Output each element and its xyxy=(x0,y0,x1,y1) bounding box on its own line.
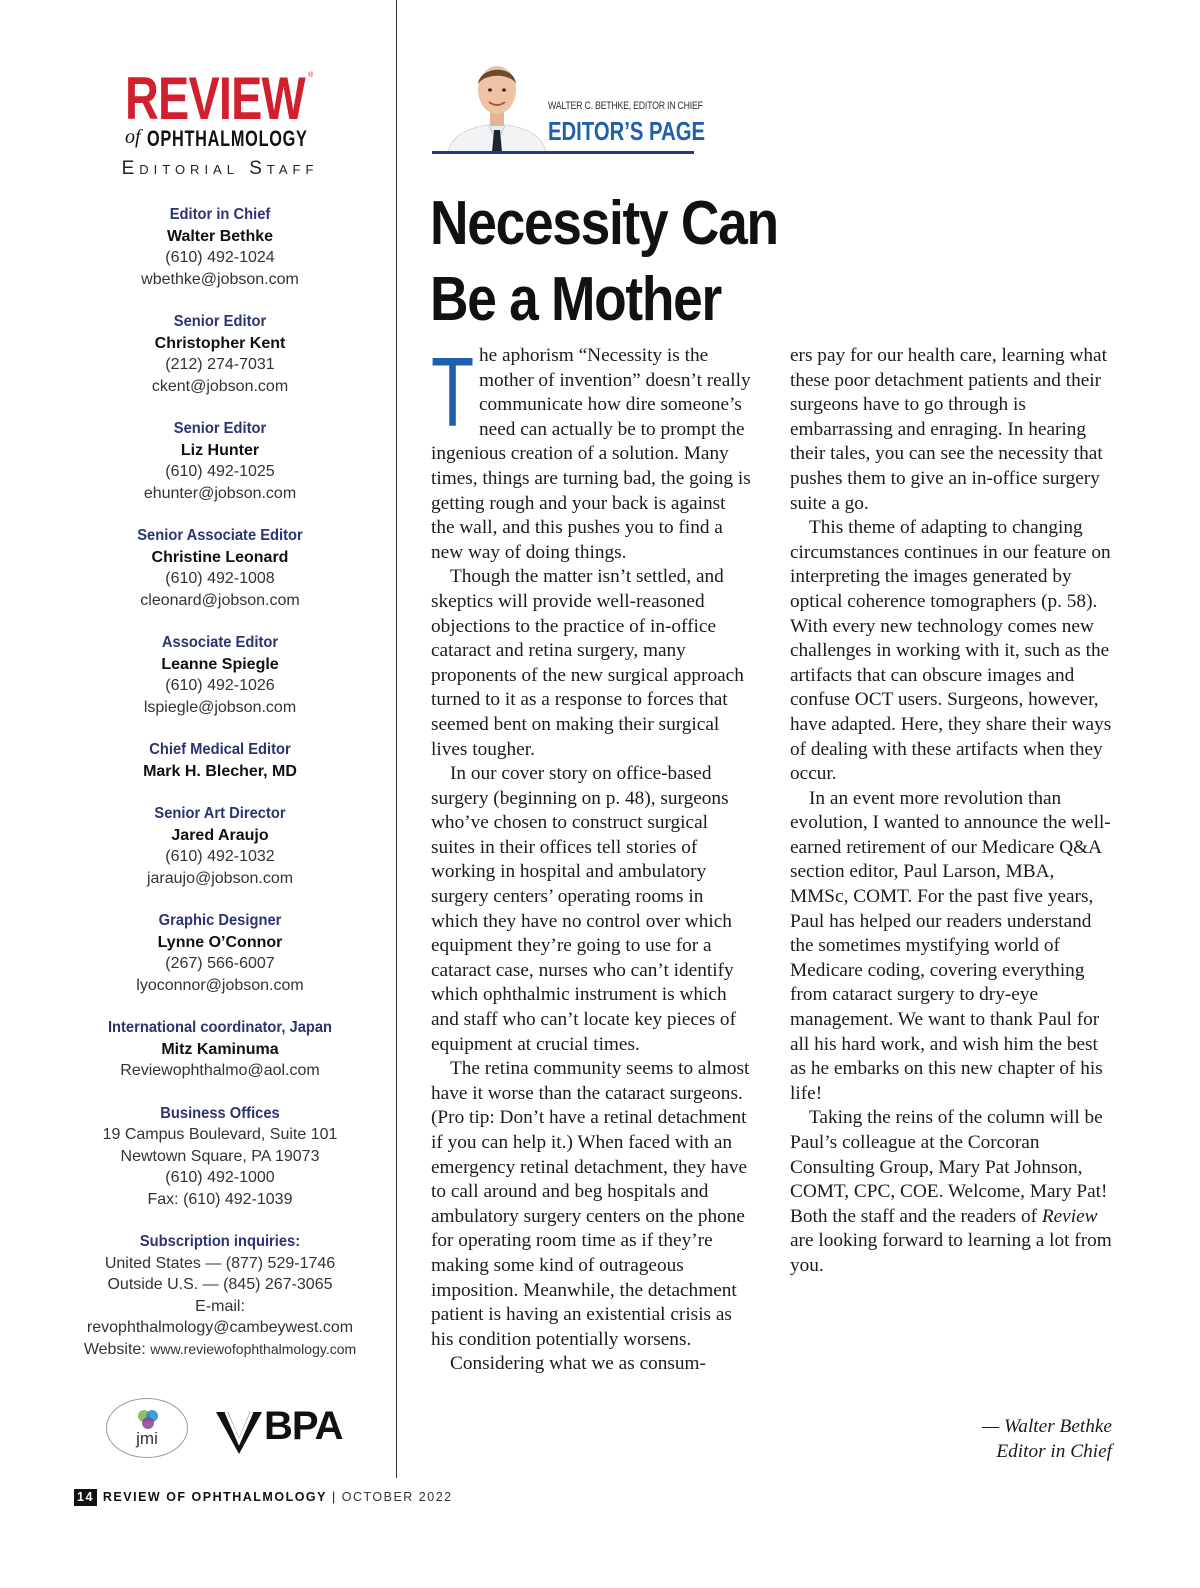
staff-name: Christine Leonard xyxy=(151,548,289,566)
staff-phone: (610) 492-1026 xyxy=(165,677,275,694)
headline-line-1: Necessity Can xyxy=(430,189,778,258)
editor-byline: WALTER C. BETHKE, EDITOR IN CHIEF xyxy=(548,100,703,112)
page-number: 14 xyxy=(74,1489,97,1506)
staff-entry xyxy=(70,204,370,290)
staff-role: Editor in Chief xyxy=(169,206,271,223)
membership-badges xyxy=(106,1398,346,1462)
article-paragraph xyxy=(790,1106,1115,1278)
subscription-us-phone: United States — (877) 529-1746 xyxy=(104,1254,336,1272)
staff-phone: (610) 492-1024 xyxy=(165,249,275,266)
paragraph-text: he aphorism “Necessity is the mother of invention” doesn’t really communicate how dire someone’s need can actually be to prompt the ingenious creation of a solution. Many times, things are turning bad, the going is getting rough and your back is against the wall, and this pushes you to find a new way of doing things. xyxy=(431,345,751,563)
article-paragraph: Considering what we as consum- xyxy=(450,1353,706,1375)
staff-entry xyxy=(70,803,370,889)
logo-review-wordmark: REVIEW xyxy=(125,65,305,132)
staff-role: Senior Associate Editor xyxy=(137,527,303,544)
article-paragraph xyxy=(431,337,753,565)
column-divider xyxy=(396,0,397,1478)
staff-name: Lynne O’Connor xyxy=(157,933,283,951)
staff-email[interactable]: cleonard@jobson.com xyxy=(140,591,300,609)
paragraph-text: are looking forward to learning a lot from you. xyxy=(790,1230,1112,1276)
section-label: EDITOR’S PAGE xyxy=(548,116,706,146)
staff-entry xyxy=(70,910,370,996)
staff-email[interactable]: ehunter@jobson.com xyxy=(143,484,297,502)
business-offices-title: Business Offices xyxy=(160,1104,280,1122)
staff-role: Associate Editor xyxy=(161,634,279,651)
staff-entry xyxy=(70,525,370,611)
staff-name: Liz Hunter xyxy=(180,441,260,459)
subscription-outside-phone: Outside U.S. — (845) 267-3065 xyxy=(107,1276,333,1293)
business-fax: Fax: (610) 492-1039 xyxy=(147,1190,293,1208)
staff-phone: (212) 274-7031 xyxy=(165,356,275,373)
staff-entry xyxy=(70,739,370,782)
subscription-inquiries xyxy=(70,1231,370,1360)
article-paragraph: ers pay for our health care, learning what these poor detachment patients and their surgeons have to go through is embarrassing and enraging. In hearing their tales, you can see the necessity that pushes them to give an in-office surgery suite a go. xyxy=(790,345,1107,514)
jmi-badge xyxy=(106,1398,188,1458)
staff-email[interactable]: lspiegle@jobson.com xyxy=(143,698,297,716)
staff-name: Walter Bethke xyxy=(166,227,274,245)
staff-phone: (610) 492-1025 xyxy=(165,463,275,480)
signoff-title: Editor in Chief xyxy=(996,1440,1112,1462)
logo-trademark: ® xyxy=(308,72,314,79)
bpa-logo-icon xyxy=(214,1408,264,1456)
staff-entry xyxy=(70,311,370,397)
staff-role: Senior Art Director xyxy=(154,805,286,822)
subscription-website-label: Website: xyxy=(83,1340,146,1358)
issue-date: OCTOBER 2022 xyxy=(341,1490,453,1504)
editors-page-header xyxy=(432,60,732,154)
editorial-staff-heading: Editorial Staff xyxy=(121,158,319,179)
subscription-website-link[interactable]: www.reviewofophthalmology.com xyxy=(150,1340,357,1357)
article-paragraph: In our cover story on office-based surgery (beginning on p. 48), surgeons who’ve chosen to construct surgical suites in their offices tell stories of working in hospital and ambulatory surgery centers’ operating rooms in which they have no control over which equipment they’re going to use for a cataract case, nurses who can’t identify which ophthalmic instrument is which and staff who can’t locate key pieces of equipment at crucial times. xyxy=(431,763,736,1055)
staff-role: Chief Medical Editor xyxy=(149,741,291,758)
paragraph-text: Taking the reins of the column will be Paul’s colleague at the Corcoran Consulting Group, Mary Pat Johnson, COMT, CPC, COE. Welcome, Mary Pat! Both the staff and the readers of xyxy=(790,1107,1108,1227)
staff-list xyxy=(70,204,370,1360)
article-column-2 xyxy=(790,344,1115,1279)
business-address-line1: 19 Campus Boulevard, Suite 101 xyxy=(102,1126,338,1143)
article-paragraph: The retina community seems to almost have it worse than the cataract surgeons. (Pro tip: Don’t have a retinal detachment if you can help it.) When faced with an emergency retinal detachment, they have to call around and beg hospitals and ambulatory surgery centers on the phone for operating room time as if they’re making some kind of outrageous imposition. Meanwhile, the detachment patient is having an existential crisis as his condition potentially worsens. xyxy=(431,1058,750,1350)
staff-role: Senior Editor xyxy=(173,313,267,330)
article-paragraph: In an event more revolution than evolution, I wanted to announce the well-earned retirement of our Medicare Q&A section editor, Paul Larson, MBA, MMSc, COMT. For the past five years, Paul has helped our readers understand the sometimes mystifying world of Medicare coding, covering everything from cataract surgery to dry-eye management. We want to thank Paul for all his hard work, and wish him the best as he embarks on this new chapter of his life! xyxy=(790,787,1111,1104)
article-column-1 xyxy=(431,337,753,1377)
staff-phone: (610) 492-1032 xyxy=(165,848,275,865)
subscription-website-row xyxy=(70,1339,370,1361)
business-address-line2: Newtown Square, PA 19073 xyxy=(120,1147,320,1165)
logo-ophthalmology: OPHTHALMOLOGY xyxy=(147,126,308,151)
jmi-label: jmi xyxy=(136,1429,158,1448)
staff-role: International coordinator, Japan xyxy=(107,1019,333,1036)
publication-name: REVIEW OF OPHTHALMOLOGY xyxy=(102,1490,327,1504)
business-offices xyxy=(70,1103,370,1211)
drop-cap: T xyxy=(431,337,475,447)
staff-entry xyxy=(70,418,370,504)
staff-email[interactable]: wbethke@jobson.com xyxy=(141,270,299,288)
staff-phone: (267) 566-6007 xyxy=(165,955,275,972)
headline-line-2: Be a Mother xyxy=(430,265,721,334)
subscription-email[interactable]: revophthalmology@cambeywest.com xyxy=(86,1319,354,1336)
article-signoff xyxy=(982,1415,1112,1464)
header-rule xyxy=(432,151,694,154)
page-footer xyxy=(74,1488,453,1506)
staff-name: Mark H. Blecher, MD xyxy=(143,762,297,780)
staff-email[interactable]: ckent@jobson.com xyxy=(151,377,289,395)
bpa-label: BPA xyxy=(264,1404,343,1448)
article-headline xyxy=(430,186,778,338)
editorial-sidebar xyxy=(70,66,370,1360)
staff-role: Graphic Designer xyxy=(158,912,282,929)
staff-entry xyxy=(70,632,370,718)
editor-portrait xyxy=(442,60,552,152)
business-phone: (610) 492-1000 xyxy=(165,1169,275,1186)
subscription-email-label: E-mail: xyxy=(195,1297,245,1315)
staff-name: Mitz Kaminuma xyxy=(161,1040,279,1058)
staff-entry xyxy=(70,1017,370,1082)
staff-name: Leanne Spiegle xyxy=(161,655,279,673)
staff-name: Christopher Kent xyxy=(154,334,286,352)
staff-email[interactable]: lyoconnor@jobson.com xyxy=(136,976,304,994)
publication-name-italic: Review xyxy=(1041,1205,1098,1227)
staff-email[interactable]: jaraujo@jobson.com xyxy=(146,869,294,887)
logo-of: of xyxy=(125,126,141,148)
subscription-title: Subscription inquiries: xyxy=(139,1233,301,1250)
staff-name: Jared Araujo xyxy=(171,826,269,844)
article-paragraph: This theme of adapting to changing circumstances continues in our feature on interpreting the images generated by optical coherence tomographers (p. 58). With every new technology comes new challenges in working with it, such as the artifacts that can obscure images and confuse OCT users. Surgeons, however, have adapted. Here, they share their ways of dealing with these artifacts when they occur. xyxy=(790,517,1112,785)
staff-email[interactable]: Reviewophthalmo@aol.com xyxy=(120,1062,320,1079)
review-of-ophthalmology-logo xyxy=(125,66,315,156)
article-paragraph: Though the matter isn’t settled, and skeptics will provide well-reasoned objections to the practice of in-office cataract and retina surgery, many proponents of the new surgical approach turned to it as a response to forces that seemed bent on making their surgical lives tougher. xyxy=(431,566,744,760)
staff-phone: (610) 492-1008 xyxy=(165,570,275,587)
signoff-name: — Walter Bethke xyxy=(982,1416,1112,1437)
footer-separator: | xyxy=(332,1490,337,1504)
staff-role: Senior Editor xyxy=(173,420,267,437)
